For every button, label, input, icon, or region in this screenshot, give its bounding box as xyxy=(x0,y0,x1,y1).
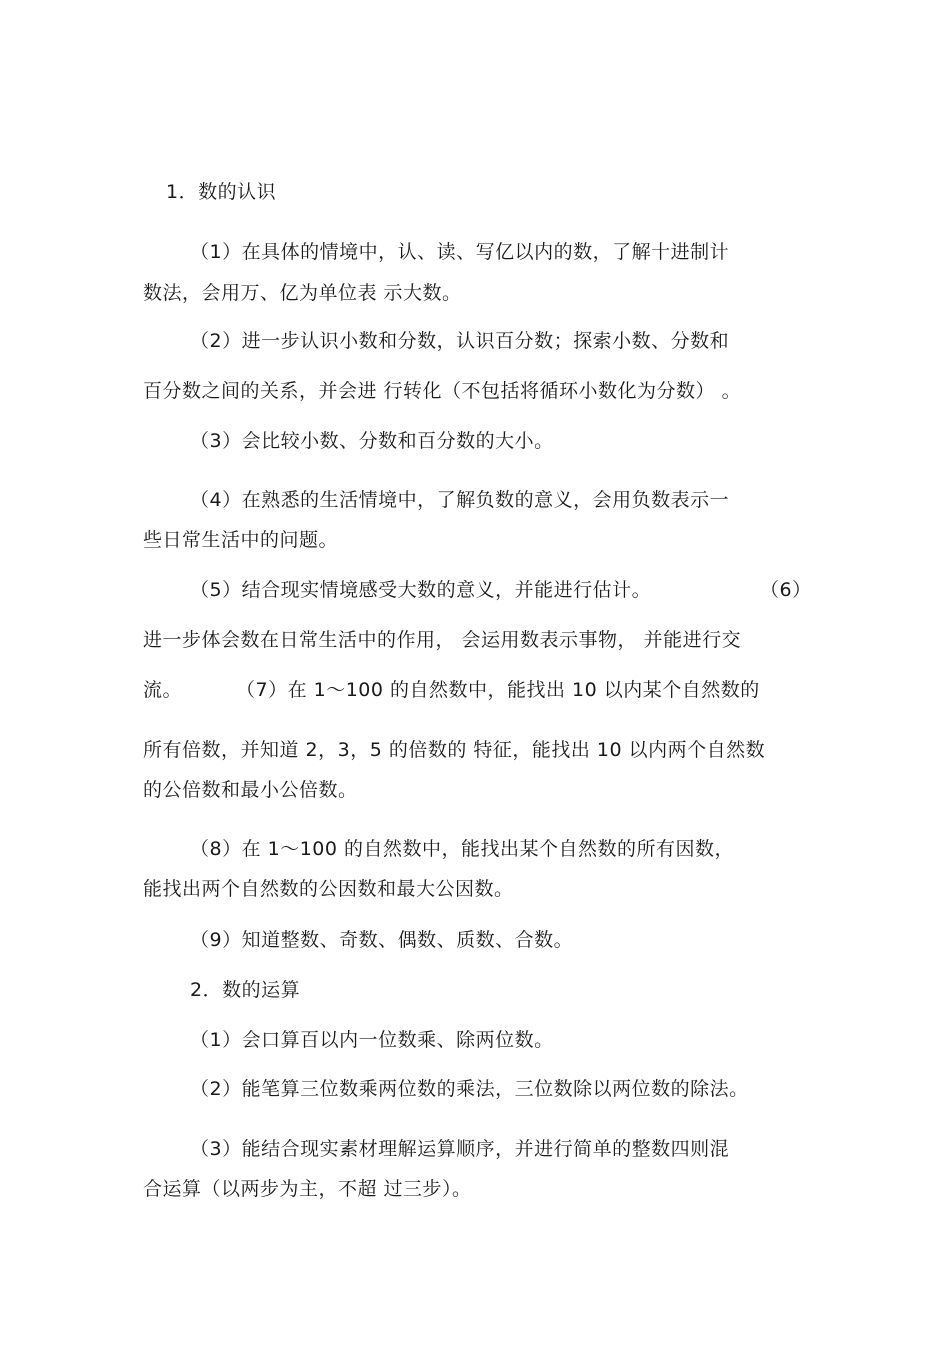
paragraph-line: （1）在具体的情境中，认、读、写亿以内的数，了解十进制计 xyxy=(190,241,730,263)
paragraph-line: 些日常生活中的问题。 xyxy=(143,529,339,551)
paragraph-line: 百分数之间的关系，并会进 行转化（不包括将循环小数化为分数） 。 xyxy=(143,380,742,402)
paragraph-line: 合运算（以两步为主，不超 过三步）。 xyxy=(143,1178,472,1200)
paragraph-line: 流。 xyxy=(143,679,183,701)
paragraph-line: （6） xyxy=(760,579,812,601)
paragraph-line: 数法，会用万、亿为单位表 示大数。 xyxy=(143,282,462,304)
paragraph-line: （2）进一步认识小数和分数，认识百分数；探索小数、分数和 xyxy=(190,330,730,352)
section-heading: 2．数的运算 xyxy=(190,979,301,1001)
paragraph-line: 的公倍数和最小公倍数。 xyxy=(143,779,358,801)
paragraph-line: 所有倍数，并知道 2，3，5 的倍数的 特征，能找出 10 以内两个自然数 xyxy=(143,739,766,761)
section-heading: 1．数的认识 xyxy=(166,181,277,203)
paragraph-line: （5）结合现实情境感受大数的意义，并能进行估计。 xyxy=(190,579,652,601)
paragraph-line: 进一步体会数在日常生活中的作用， 会运用数表示事物， 并能进行交 xyxy=(143,629,742,651)
paragraph-line: （4）在熟悉的生活情境中，了解负数的意义，会用负数表示一 xyxy=(190,489,730,511)
paragraph-line: （3）能结合现实素材理解运算顺序，并进行简单的整数四则混 xyxy=(190,1138,730,1160)
paragraph-line: （1）会口算百以内一位数乘、除两位数。 xyxy=(190,1029,554,1051)
paragraph-line: （2）能笔算三位数乘两位数的乘法，三位数除以两位数的除法。 xyxy=(190,1078,749,1100)
paragraph-line: 能找出两个自然数的公因数和最大公因数。 xyxy=(143,878,514,900)
paragraph-line: （9）知道整数、奇数、偶数、质数、合数。 xyxy=(190,929,574,951)
paragraph-line: （7）在 1～100 的自然数中，能找出 10 以内某个自然数的 xyxy=(236,679,760,701)
paragraph-line: （3）会比较小数、分数和百分数的大小。 xyxy=(190,430,554,452)
paragraph-line: （8）在 1～100 的自然数中，能找出某个自然数的所有因数， xyxy=(190,838,735,860)
